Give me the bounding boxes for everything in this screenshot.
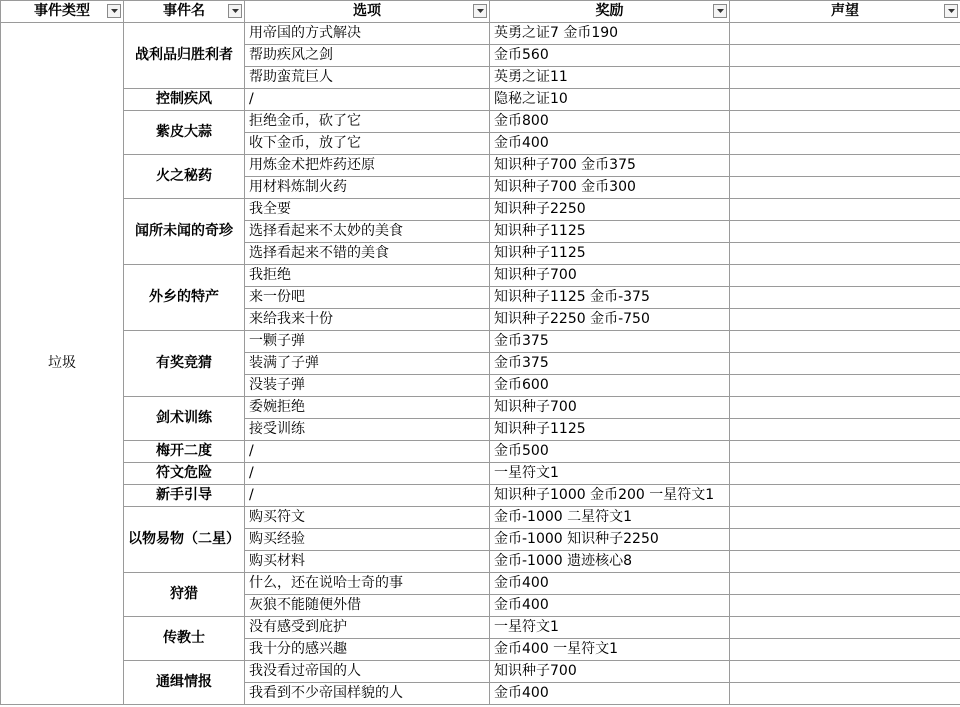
cell-reward[interactable]: 金币500 xyxy=(490,441,730,463)
cell-reputation[interactable] xyxy=(730,199,960,221)
cell-option[interactable]: 帮助蛮荒巨人 xyxy=(245,67,490,89)
filter-dropdown-icon[interactable] xyxy=(944,4,958,18)
cell-option[interactable]: 用炼金术把炸药还原 xyxy=(245,155,490,177)
cell-reward[interactable]: 知识种子2250 金币-750 xyxy=(490,309,730,331)
table-body xyxy=(1,23,960,705)
cell-event-name[interactable]: 狩猎 xyxy=(124,573,245,617)
cell-event-name[interactable]: 外乡的特产 xyxy=(124,265,245,331)
table-row xyxy=(1,661,960,683)
cell-reputation[interactable] xyxy=(730,463,960,485)
cell-reputation[interactable] xyxy=(730,507,960,529)
cell-event-name[interactable]: 控制疾风 xyxy=(124,89,245,111)
cell-reward[interactable]: 金币400 xyxy=(490,683,730,705)
cell-reward[interactable]: 知识种子700 金币300 xyxy=(490,177,730,199)
cell-event-name[interactable]: 新手引导 xyxy=(124,485,245,507)
cell-reward[interactable]: 金币560 xyxy=(490,45,730,67)
cell-option[interactable]: / xyxy=(245,485,490,507)
cell-reputation[interactable] xyxy=(730,353,960,375)
header-label: 声望 xyxy=(831,3,859,19)
cell-event-type[interactable]: 垃圾 xyxy=(1,23,124,705)
table-row xyxy=(1,89,960,111)
cell-reputation[interactable] xyxy=(730,221,960,243)
cell-option[interactable]: 来给我来十份 xyxy=(245,309,490,331)
cell-event-name[interactable]: 剑术训练 xyxy=(124,397,245,441)
cell-option[interactable]: 我拒绝 xyxy=(245,265,490,287)
cell-option[interactable]: 没有感受到庇护 xyxy=(245,617,490,639)
filter-dropdown-icon[interactable] xyxy=(107,4,121,18)
filter-dropdown-icon[interactable] xyxy=(228,4,242,18)
cell-reputation[interactable] xyxy=(730,309,960,331)
cell-reward[interactable]: 知识种子1125 xyxy=(490,243,730,265)
cell-reputation[interactable] xyxy=(730,23,960,45)
table-row xyxy=(1,23,960,45)
table-row xyxy=(1,155,960,177)
cell-reward[interactable]: 知识种子700 xyxy=(490,397,730,419)
cell-option[interactable]: 拒绝金币，砍了它 xyxy=(245,111,490,133)
header-label: 事件类型 xyxy=(34,3,90,19)
cell-option[interactable]: 用材料炼制火药 xyxy=(245,177,490,199)
table-row xyxy=(1,485,960,507)
cell-option[interactable]: 灰狼不能随便外借 xyxy=(245,595,490,617)
cell-reward[interactable]: 金币800 xyxy=(490,111,730,133)
cell-option[interactable]: 接受训练 xyxy=(245,419,490,441)
cell-reward[interactable]: 知识种子1125 xyxy=(490,221,730,243)
cell-option[interactable]: 来一份吧 xyxy=(245,287,490,309)
table-row xyxy=(1,507,960,529)
cell-option[interactable]: / xyxy=(245,441,490,463)
cell-option[interactable]: 一颗子弹 xyxy=(245,331,490,353)
cell-event-name[interactable]: 紫皮大蒜 xyxy=(124,111,245,155)
cell-reputation[interactable] xyxy=(730,265,960,287)
cell-reputation[interactable] xyxy=(730,595,960,617)
cell-reward[interactable]: 英勇之证11 xyxy=(490,67,730,89)
cell-reputation[interactable] xyxy=(730,331,960,353)
cell-reputation[interactable] xyxy=(730,419,960,441)
cell-option[interactable]: 我十分的感兴趣 xyxy=(245,639,490,661)
header-cell-reputation[interactable] xyxy=(730,1,960,23)
cell-reputation[interactable] xyxy=(730,243,960,265)
cell-option[interactable]: / xyxy=(245,89,490,111)
header-label: 事件名 xyxy=(163,3,205,19)
table-row xyxy=(1,331,960,353)
cell-reward[interactable]: 金币-1000 遗迹核心8 xyxy=(490,551,730,573)
header-cell-option[interactable] xyxy=(245,1,490,23)
cell-reputation[interactable] xyxy=(730,287,960,309)
cell-reward[interactable]: 金币-1000 二星符文1 xyxy=(490,507,730,529)
cell-option[interactable]: 选择看起来不错的美食 xyxy=(245,243,490,265)
header-row xyxy=(1,1,960,23)
table-row xyxy=(1,199,960,221)
cell-reputation[interactable] xyxy=(730,441,960,463)
table-row xyxy=(1,573,960,595)
header-label: 选项 xyxy=(353,3,381,19)
cell-option[interactable]: / xyxy=(245,463,490,485)
cell-option[interactable]: 我全要 xyxy=(245,199,490,221)
cell-reputation[interactable] xyxy=(730,89,960,111)
cell-option[interactable]: 收下金币，放了它 xyxy=(245,133,490,155)
cell-option[interactable]: 我没看过帝国的人 xyxy=(245,661,490,683)
cell-reputation[interactable] xyxy=(730,485,960,507)
cell-reputation[interactable] xyxy=(730,45,960,67)
header-cell-event-type[interactable] xyxy=(1,1,124,23)
cell-reputation[interactable] xyxy=(730,573,960,595)
cell-reputation[interactable] xyxy=(730,639,960,661)
cell-reward[interactable]: 知识种子1125 xyxy=(490,419,730,441)
cell-reputation[interactable] xyxy=(730,661,960,683)
table-row xyxy=(1,397,960,419)
cell-reputation[interactable] xyxy=(730,177,960,199)
cell-reward[interactable]: 金币-1000 知识种子2250 xyxy=(490,529,730,551)
header-cell-reward[interactable] xyxy=(490,1,730,23)
cell-reputation[interactable] xyxy=(730,155,960,177)
cell-event-name[interactable]: 梅开二度 xyxy=(124,441,245,463)
table-row xyxy=(1,111,960,133)
cell-reward[interactable]: 一星符文1 xyxy=(490,617,730,639)
cell-event-name[interactable]: 有奖竞猜 xyxy=(124,331,245,397)
cell-event-name[interactable]: 传教士 xyxy=(124,617,245,661)
cell-option[interactable]: 委婉拒绝 xyxy=(245,397,490,419)
cell-reward[interactable]: 英勇之证7 金币190 xyxy=(490,23,730,45)
filter-dropdown-icon[interactable] xyxy=(473,4,487,18)
cell-option[interactable]: 购买经验 xyxy=(245,529,490,551)
cell-option[interactable]: 购买符文 xyxy=(245,507,490,529)
cell-option[interactable]: 选择看起来不太妙的美食 xyxy=(245,221,490,243)
cell-reputation[interactable] xyxy=(730,551,960,573)
cell-reward[interactable]: 知识种子700 xyxy=(490,661,730,683)
cell-event-name[interactable]: 火之秘药 xyxy=(124,155,245,199)
cell-reputation[interactable] xyxy=(730,111,960,133)
table-row xyxy=(1,463,960,485)
cell-event-name[interactable]: 符文危险 xyxy=(124,463,245,485)
cell-event-name[interactable]: 通缉情报 xyxy=(124,661,245,705)
cell-reward[interactable]: 金币375 xyxy=(490,353,730,375)
header-label: 奖励 xyxy=(595,3,624,19)
cell-option[interactable]: 什么，还在说哈士奇的事 xyxy=(245,573,490,595)
cell-event-name[interactable]: 闻所未闻的奇珍 xyxy=(124,199,245,265)
cell-reward[interactable]: 知识种子2250 xyxy=(490,199,730,221)
filter-dropdown-icon[interactable] xyxy=(713,4,727,18)
table-row xyxy=(1,265,960,287)
cell-event-name[interactable]: 以物易物（二星） xyxy=(124,507,245,573)
cell-reward[interactable]: 金币375 xyxy=(490,331,730,353)
cell-reputation[interactable] xyxy=(730,683,960,705)
cell-reputation[interactable] xyxy=(730,397,960,419)
table-row xyxy=(1,617,960,639)
cell-option[interactable]: 没装子弹 xyxy=(245,375,490,397)
cell-reputation[interactable] xyxy=(730,133,960,155)
table-row xyxy=(1,441,960,463)
cell-option[interactable]: 我看到不少帝国样貌的人 xyxy=(245,683,490,705)
cell-reward[interactable]: 知识种子700 金币375 xyxy=(490,155,730,177)
cell-option[interactable]: 用帝国的方式解决 xyxy=(245,23,490,45)
cell-reward[interactable]: 知识种子700 xyxy=(490,265,730,287)
cell-reputation[interactable] xyxy=(730,617,960,639)
cell-reward[interactable]: 金币400 xyxy=(490,133,730,155)
cell-reward[interactable]: 隐秘之证10 xyxy=(490,89,730,111)
cell-reward[interactable]: 一星符文1 xyxy=(490,463,730,485)
cell-reputation[interactable] xyxy=(730,375,960,397)
cell-reward[interactable]: 知识种子1125 金币-375 xyxy=(490,287,730,309)
cell-event-name[interactable]: 战利品归胜利者 xyxy=(124,23,245,89)
cell-reward[interactable]: 金币400 xyxy=(490,573,730,595)
cell-option[interactable]: 帮助疾风之剑 xyxy=(245,45,490,67)
cell-reward[interactable]: 金币400 xyxy=(490,595,730,617)
cell-reward[interactable]: 金币400 一星符文1 xyxy=(490,639,730,661)
cell-option[interactable]: 装满了子弹 xyxy=(245,353,490,375)
cell-option[interactable]: 购买材料 xyxy=(245,551,490,573)
cell-reward[interactable]: 知识种子1000 金币200 一星符文1 xyxy=(490,485,730,507)
cell-reputation[interactable] xyxy=(730,529,960,551)
cell-reputation[interactable] xyxy=(730,67,960,89)
cell-reward[interactable]: 金币600 xyxy=(490,375,730,397)
header-cell-event-name[interactable] xyxy=(124,1,245,23)
